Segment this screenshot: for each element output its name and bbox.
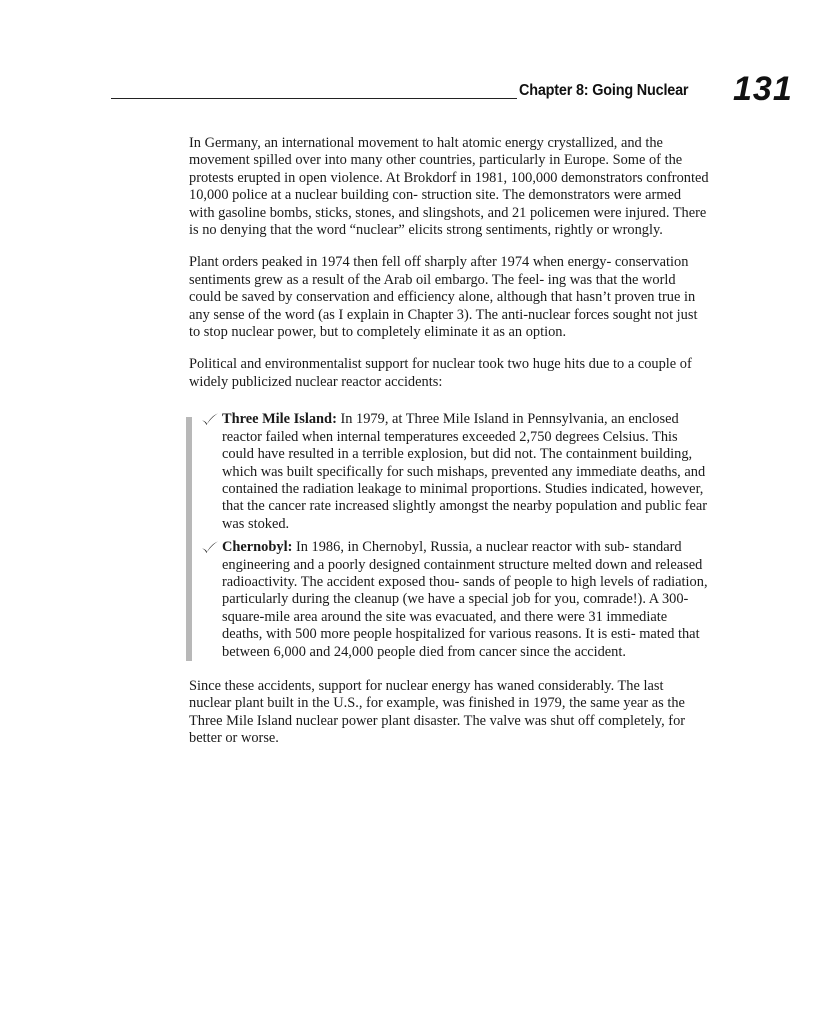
paragraph: In Germany, an international movement to halt atomic energy crystallized, and the movement spilled over into many other countries, particularly in Europe. Some of the protests erupted in open violence. At Brokdorf in 1981, 100,000 demonstrators confronted 10,000 police at a nuclear building con- struction site. The demonstrators were armed with gasoline bombs, sticks, stones, and slingshots, and 21 policemen were injured. There is no denying that the word “nuclear” elicits strong sentiments, rightly or wrongly. [189, 135, 709, 239]
paragraph: Political and environmentalist support for nuclear took two huge hits due to a couple of widely publicized nuclear reactor accidents: [189, 356, 692, 390]
checkmark-icon [201, 412, 219, 426]
bullet-text: In 1979, at Three Mile Island in Pennsylvania, an enclosed reactor failed when internal temperatures exceeded 2,750 degrees Celsius. This could have resulted in a terrible explosion, but did not. The containment building, which was built specifically for such mishaps, prevented any immediate deaths, and contained the radiation leakage to minimal proportions. Studies indicated, however, that the cancer rate increased slightly amongst the nearby population and public fear was stoked. [222, 411, 708, 532]
bullet-text: In 1986, in Chernobyl, Russia, a nuclear reactor with sub- standard engineering and a poorly designed containment structure melted down and released radioactivity. The accident exposed thou- sands of people to high levels of radiation, particularly during the cleanup (we have a special job for you, comrade!). A 300-square-mile area around the site was evacuated, and there were 31 immediate deaths, with 500 more people hospitalized for various reasons. It is esti- mated that between 6,000 and 24,000 people died from cancer since the accident. [222, 539, 708, 660]
paragraph: Plant orders peaked in 1974 then fell off sharply after 1974 when energy- conservation sentiments grew as a result of the Arab oil embargo. The feel- ing was that the world could be saved by conservation and efficiency alone, although that hasn’t proven true in any sense of the word (as I explain in Chapter 3). The anti-nuclear forces sought not just to stop nuclear power, but to completely eliminate it as an option. [189, 254, 698, 341]
list-item [189, 411, 709, 533]
page-number: 131 [733, 70, 793, 108]
paragraph: Since these accidents, support for nuclear energy has waned considerably. The last nuclear plant built in the U.S., for example, was finished in 1979, the same year as the Three Mile Island nuclear power plant disaster. The valve was shut off completely, for better or worse. [189, 677, 686, 747]
chapter-title: Chapter 8: Going Nuclear [519, 82, 689, 99]
bullet-list [189, 411, 709, 661]
bullet-term: Chernobyl: [222, 539, 293, 556]
header-rule [111, 98, 517, 99]
body-text [189, 135, 709, 763]
bullet-term: Three Mile Island: [222, 411, 337, 428]
checkmark-icon [201, 540, 219, 554]
list-item [189, 539, 709, 661]
